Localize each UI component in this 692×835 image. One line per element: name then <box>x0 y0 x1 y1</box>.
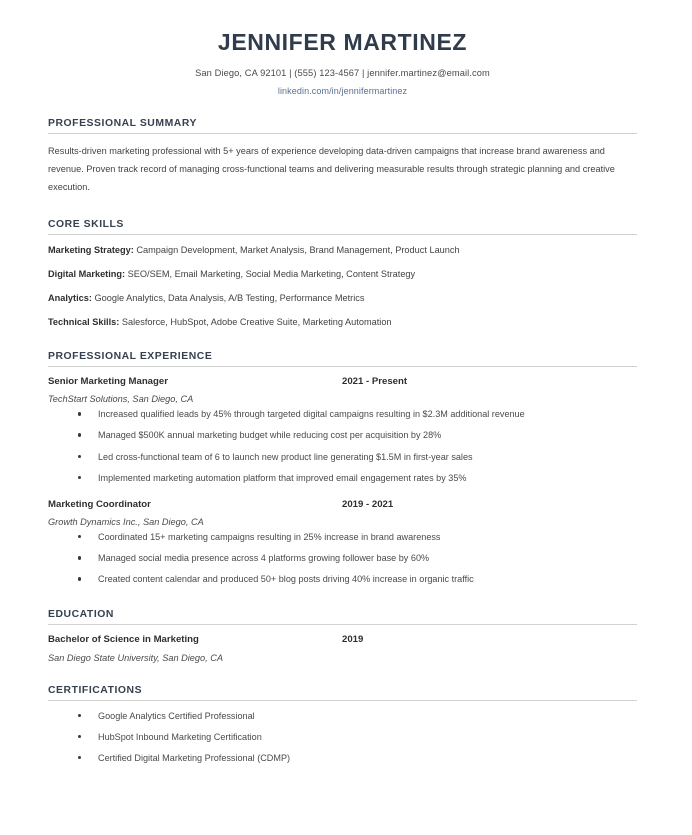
skill-value: SEO/SEM, Email Marketing, Social Media Marketing, Content Strategy <box>125 268 416 279</box>
skill-value: Google Analytics, Data Analysis, A/B Testing, Performance Metrics <box>91 292 365 303</box>
bullet-icon <box>78 476 81 479</box>
section-divider <box>48 366 637 367</box>
bullet-icon <box>78 433 81 436</box>
skill-label: Analytics: <box>48 292 92 303</box>
section-divider <box>48 234 637 235</box>
skill-row <box>48 316 637 330</box>
summary-text: Results-driven marketing professional with 5+ years of experience developing data-driven campaigns that increase brand awareness and revenue. Proven track record of managing cross-functional teams and delivering measurable results through strategic planning and creative execution. <box>48 146 615 193</box>
skill-label: Marketing Strategy: <box>48 245 134 256</box>
bullet-icon <box>78 412 81 415</box>
bullet-icon <box>78 535 81 538</box>
experience-entry-header <box>48 499 637 514</box>
list-item <box>48 731 637 744</box>
certification-text: HubSpot Inbound Marketing Certification <box>98 731 262 742</box>
list-item <box>48 752 637 765</box>
list-item <box>48 573 637 586</box>
skill-value: Campaign Development, Market Analysis, Brand Management, Product Launch <box>133 245 460 256</box>
list-item <box>48 531 637 544</box>
section-title-summary: PROFESSIONAL SUMMARY <box>48 118 197 130</box>
bullet-icon <box>78 455 81 458</box>
bullet-icon <box>78 556 81 559</box>
section-certifications <box>48 685 637 766</box>
list-item <box>48 552 637 565</box>
skill-label: Technical Skills: <box>48 316 120 327</box>
bullet-text: Led cross-functional team of 6 to launch new product line generating $1.5M in first-year sales <box>98 451 473 462</box>
skill-value: Salesforce, HubSpot, Adobe Creative Suite, Marketing Automation <box>119 316 392 327</box>
degree-title: Bachelor of Science in Marketing <box>48 633 199 645</box>
job-title: Marketing Coordinator <box>48 498 151 510</box>
certification-text: Certified Digital Marketing Professional (CDMP) <box>98 752 291 763</box>
bullet-icon <box>78 735 81 738</box>
skills-list <box>48 244 637 329</box>
bullet-icon <box>78 756 81 759</box>
section-divider <box>48 133 637 134</box>
list-item <box>48 472 637 485</box>
section-professional-summary <box>48 118 637 197</box>
experience-entry <box>48 376 637 485</box>
bullet-text: Implemented marketing automation platform that improved email engagement rates by 35% <box>98 472 467 483</box>
school-name: San Diego State University, San Diego, CA <box>48 652 223 663</box>
job-title: Senior Marketing Manager <box>48 376 168 388</box>
bullet-text: Managed social media presence across 4 platforms growing follower base by 60% <box>98 553 430 564</box>
job-company: Growth Dynamics Inc., San Diego, CA <box>48 516 204 527</box>
linkedin-link[interactable]: linkedin.com/in/jennifermartinez <box>277 86 408 97</box>
section-divider <box>48 700 637 701</box>
experience-entry-header <box>48 376 637 391</box>
skill-row <box>48 292 637 306</box>
section-title-skills: CORE SKILLS <box>48 219 124 231</box>
bullet-icon <box>78 577 81 580</box>
job-company: TechStart Solutions, San Diego, CA <box>48 394 194 405</box>
contact-line: San Diego, CA 92101 | (555) 123-4567 | jennifer.martinez@email.com <box>195 68 490 79</box>
education-entry-header <box>48 634 637 649</box>
list-item <box>48 408 637 421</box>
section-education <box>48 609 637 663</box>
section-title-certifications: CERTIFICATIONS <box>48 684 143 696</box>
experience-entry <box>48 499 637 587</box>
list-item <box>48 710 637 723</box>
spacer <box>48 487 637 499</box>
section-title-experience: PROFESSIONAL EXPERIENCE <box>48 351 213 363</box>
job-bullet-list <box>48 408 637 485</box>
skill-row <box>48 244 637 258</box>
section-title-education: EDUCATION <box>48 608 114 620</box>
skill-label: Digital Marketing: <box>48 268 126 279</box>
bullet-text: Managed $500K annual marketing budget while reducing cost per acquisition by 28% <box>98 430 442 441</box>
certification-text: Google Analytics Certified Professional <box>98 710 255 721</box>
bullet-text: Created content calendar and produced 50+ blog posts driving 40% increase in organic traffic <box>98 574 474 585</box>
skill-row <box>48 268 637 282</box>
degree-year: 2019 <box>342 633 364 645</box>
section-professional-experience <box>48 351 637 586</box>
section-divider <box>48 624 637 625</box>
bullet-text: Coordinated 15+ marketing campaigns resulting in 25% increase in brand awareness <box>98 531 441 542</box>
resume-header <box>48 0 637 96</box>
job-dates: 2021 - Present <box>342 376 408 388</box>
list-item <box>48 451 637 464</box>
bullet-text: Increased qualified leads by 45% through targeted digital campaigns resulting in $2.3M additional revenue <box>98 409 525 420</box>
list-item <box>48 429 637 442</box>
candidate-name: JENNIFER MARTINEZ <box>217 29 468 55</box>
bullet-icon <box>78 714 81 717</box>
section-core-skills <box>48 219 637 329</box>
job-bullet-list <box>48 531 637 587</box>
certification-list <box>48 710 637 766</box>
job-dates: 2019 - 2021 <box>342 498 394 510</box>
